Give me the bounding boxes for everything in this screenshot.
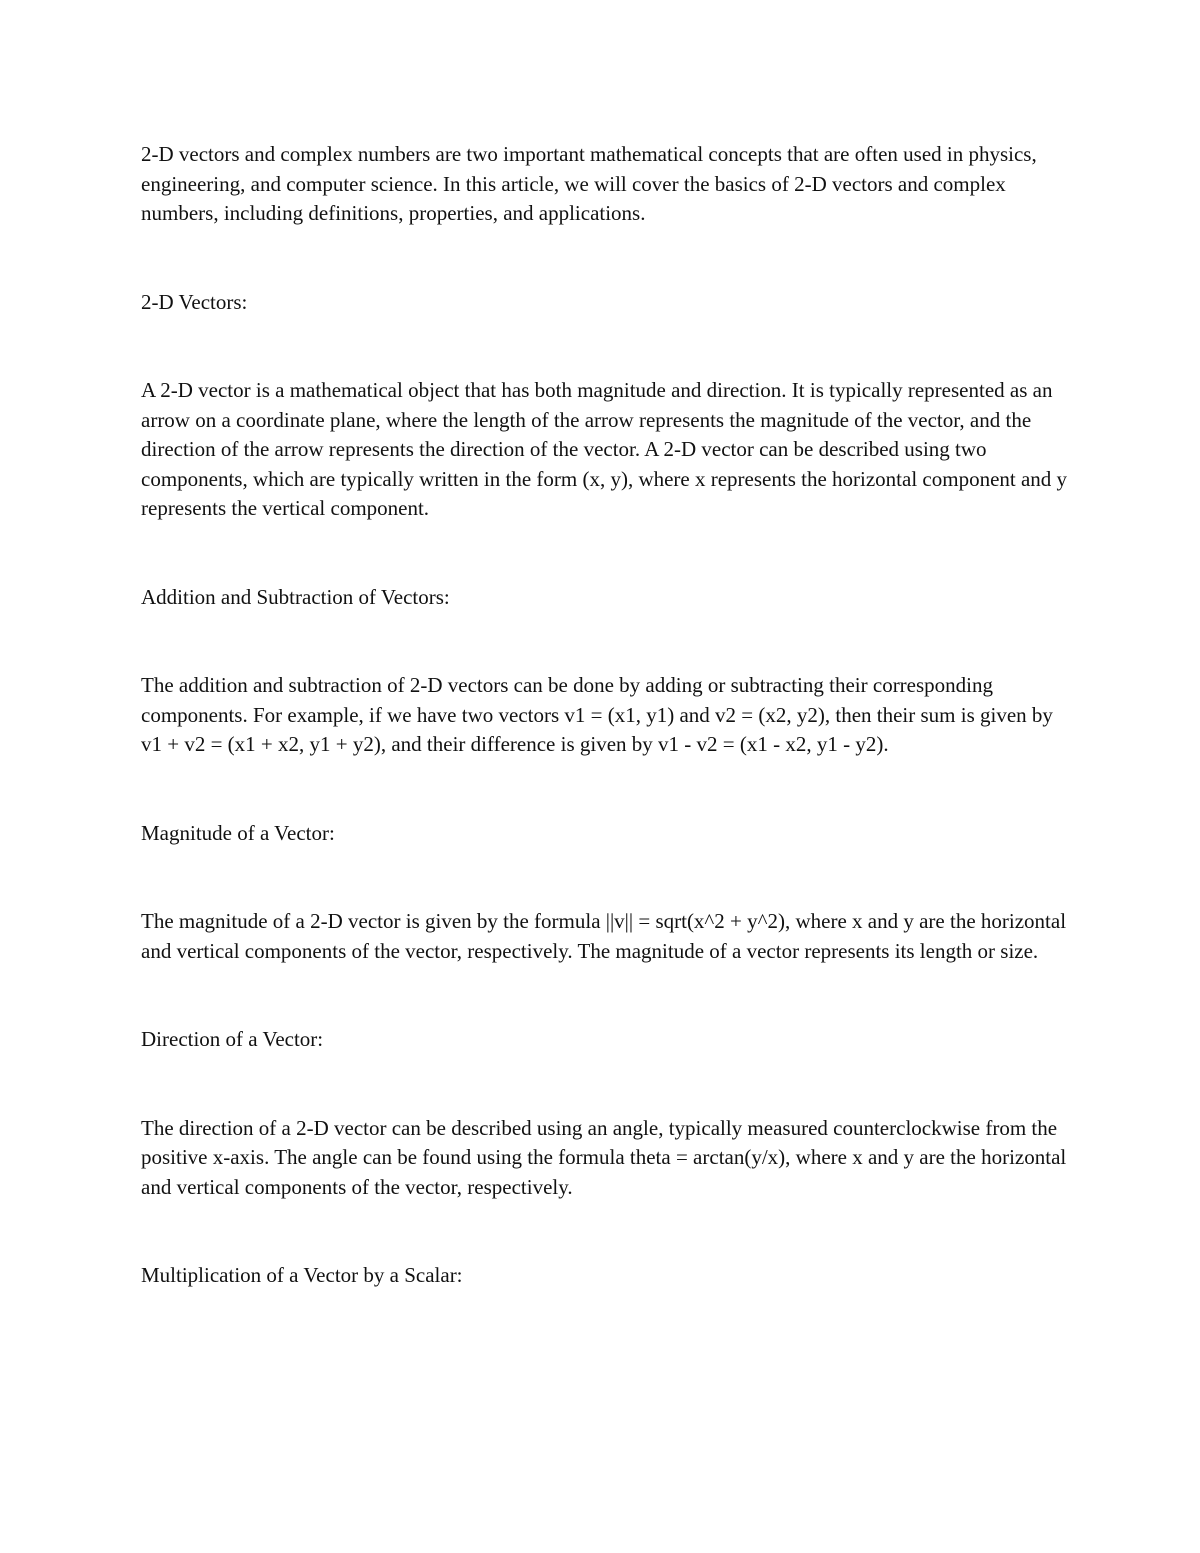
- paragraph-magnitude: The magnitude of a 2-D vector is given by the formula ||v|| = sqrt(x^2 + y^2), where x and y are the horizontal and vertical components of the vector, respectively. The magnitude of a vector represents its length or size.: [141, 909, 1067, 963]
- paragraph-direction: The direction of a 2-D vector can be described using an angle, typically measured counterclockwise from the positive x-axis. The angle can be found using the formula theta = arctan(y/x), where x and y are the horizontal and vertical components of the vector, respectively.: [141, 1115, 1067, 1199]
- intro-paragraph: 2-D vectors and complex numbers are two important mathematical concepts that are often used in physics, engineering, and computer science. In this article, we will cover the basics of 2-D vectors and complex numbers, including definitions, properties, and applications.: [141, 142, 1037, 225]
- section-heading-addition-subtraction: Addition and Subtraction of Vectors:: [141, 584, 450, 609]
- section-heading-direction: Direction of a Vector:: [141, 1027, 324, 1051]
- section-heading-scalar-multiplication: Multiplication of a Vector by a Scalar:: [141, 1263, 463, 1287]
- document-body: [141, 140, 1071, 1291]
- paragraph-2d-vector-definition: A 2-D vector is a mathematical object that has both magnitude and direction. It is typically represented as an arrow on a coordinate plane, where the length of the arrow represents the magnitude of the vector, and the direction of the arrow represents the direction of the vector. A 2-D vector can be described using two components, which are typically written in the form (x, y), where x represents the horizontal component and y represents the vertical component.: [141, 378, 1068, 520]
- section-heading-2d-vectors: 2-D Vectors:: [141, 289, 248, 314]
- section-heading-magnitude: Magnitude of a Vector:: [141, 820, 335, 845]
- paragraph-addition-subtraction: The addition and subtraction of 2-D vectors can be done by adding or subtracting their corresponding components. For example, if we have two vectors v1 = (x1, y1) and v2 = (x2, y2), then their sum is given by v1 + v2 = (x1 + x2, y1 + y2), and their difference is given by v1 - v2 = (x1 - x2, y1 - y2).: [141, 673, 1053, 756]
